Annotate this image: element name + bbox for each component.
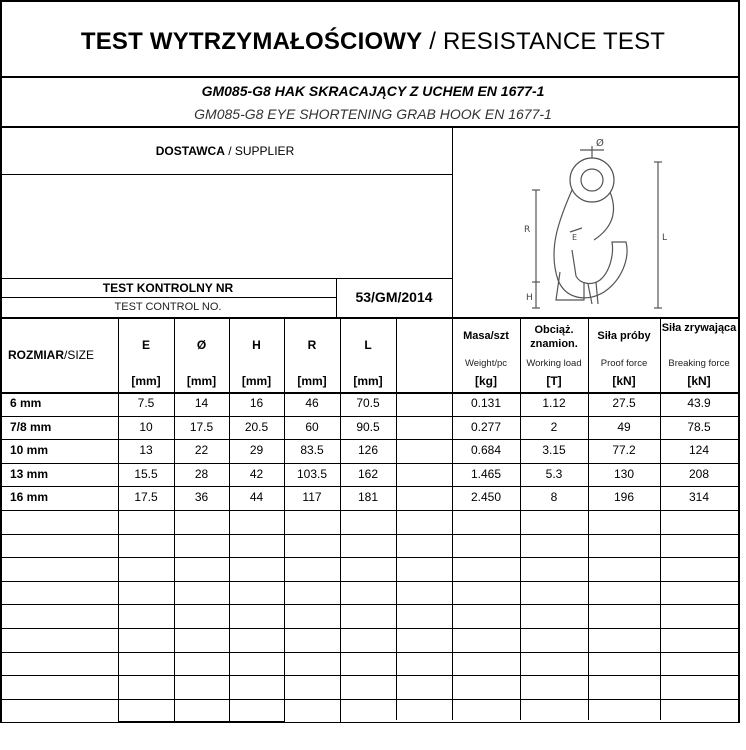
column-unit-l: [mm]: [353, 374, 383, 388]
table-cell-h: 29: [249, 443, 264, 457]
grid-line: [0, 604, 740, 605]
column-unit-r: [mm]: [297, 374, 327, 388]
table-cell-r: 117: [302, 490, 322, 504]
table-cell-l: 70.5: [356, 396, 380, 410]
hook-eye-outer: [570, 158, 614, 202]
column-subheader-breaking-force: Breaking force: [668, 358, 730, 369]
table-cell-d: 28: [194, 467, 209, 481]
column-unit-diameter: [mm]: [186, 374, 217, 388]
table-cell-wll: 8: [550, 490, 558, 504]
column-header-e: E: [141, 338, 150, 352]
grid-line: [0, 486, 740, 487]
table-cell-wll: 3.15: [542, 443, 566, 457]
page-title: [0, 28, 746, 56]
column-subheader-proof-force: Proof force: [600, 358, 648, 369]
table-cell-mass: 2.450: [470, 490, 502, 504]
diagram-label-r: R: [524, 225, 531, 235]
diagram-label-l: L: [662, 233, 668, 243]
table-cell-wll: 1.12: [542, 396, 566, 410]
table-cell-h: 20.5: [244, 420, 269, 434]
row-size-label: 10 mm: [10, 443, 49, 457]
table-cell-proof: 49: [617, 420, 631, 434]
table-cell-h: 16: [249, 396, 264, 410]
column-subheader-working-load: Working load: [526, 358, 582, 369]
diagram-label-h: H: [526, 293, 533, 303]
supplier-label-english: SUPPLIER: [234, 144, 295, 158]
column-header-l: L: [364, 338, 372, 352]
table-cell-mass: 0.684: [470, 443, 502, 457]
column-header-mass: Masa/szt: [463, 330, 509, 342]
grid-line: [0, 392, 740, 394]
table-cell-break: 124: [688, 443, 710, 457]
table-cell-break: 78.5: [687, 420, 711, 434]
table-cell-d: 36: [194, 490, 209, 504]
diagram-label-e: E: [572, 233, 578, 242]
row-size-label: 13 mm: [10, 467, 49, 481]
grid-line: [118, 721, 284, 723]
grid-line: [0, 675, 740, 676]
column-subheader-mass: Weight/pc: [464, 358, 508, 369]
table-cell-d: 17.5: [189, 420, 214, 434]
table-cell-r: 103.5: [296, 467, 328, 481]
table-cell-break: 314: [688, 490, 710, 504]
table-cell-e: 7.5: [137, 396, 155, 410]
grid-line: [0, 581, 740, 582]
title-bold: TEST WYTRZYMAŁOŚCIOWY: [80, 28, 423, 55]
hook-body: [554, 190, 627, 298]
grid-line: [0, 722, 740, 723]
table-cell-d: 22: [194, 443, 209, 457]
table-cell-break: 43.9: [687, 396, 711, 410]
table-cell-l: 162: [357, 467, 379, 481]
column-unit-working-load: [T]: [546, 374, 562, 388]
product-name-polish: GM085-G8 HAK SKRACAJĄCY Z UCHEM EN 1677-1: [201, 83, 545, 99]
hook-base: [556, 272, 584, 300]
grid-line: [0, 534, 740, 535]
grid-line: [0, 628, 740, 629]
table-cell-proof: 77.2: [612, 443, 636, 457]
column-unit-proof-force: [kN]: [612, 374, 636, 388]
hook-eye-inner: [581, 169, 603, 191]
hook-slot: [588, 282, 598, 304]
column-unit-h: [mm]: [241, 374, 272, 388]
table-cell-e: 17.5: [134, 490, 158, 504]
supplier-separator: /: [224, 144, 235, 158]
supplier-label-polish: DOSTAWCA: [155, 144, 225, 158]
size-header-english: SIZE: [67, 348, 95, 362]
table-cell-proof: 27.5: [612, 396, 636, 410]
table-cell-proof: 196: [613, 490, 635, 504]
grid-line: [0, 439, 740, 440]
size-header-polish: ROZMIAR: [8, 348, 64, 362]
row-size-label: 7/8 mm: [10, 420, 52, 434]
table-cell-r: 60: [305, 420, 319, 434]
grid-line: [0, 557, 740, 558]
table-cell-mass: 0.131: [470, 396, 502, 410]
table-cell-h: 42: [249, 467, 264, 481]
grid-line: [0, 463, 740, 464]
table-cell-l: 181: [357, 490, 379, 504]
table-cell-e: 10: [139, 420, 153, 434]
table-cell-wll: 5.3: [545, 467, 563, 481]
row-size-label: 16 mm: [10, 490, 49, 504]
column-header-breaking-force: Siła zrywająca: [661, 322, 737, 334]
test-control-label-polish: TEST KONTROLNY NR: [102, 281, 234, 295]
grid-line: [0, 699, 740, 700]
supplier-label: [0, 144, 450, 158]
column-header-h: H: [252, 338, 261, 352]
table-cell-d: 14: [194, 396, 209, 410]
size-column-header: [8, 348, 94, 362]
test-control-number: 53/GM/2014: [355, 289, 433, 305]
column-unit-breaking-force: [kN]: [687, 374, 711, 388]
column-header-diameter: Ø: [196, 338, 207, 352]
table-cell-e: 13: [139, 443, 153, 457]
title-separator: /: [422, 28, 443, 55]
grid-line: [0, 510, 740, 511]
table-cell-proof: 130: [613, 467, 635, 481]
column-unit-e: [mm]: [131, 374, 161, 388]
column-header-working-load: Obciąż. znamion.: [530, 324, 578, 350]
title-english: RESISTANCE TEST: [442, 28, 666, 55]
column-unit-mass: [kg]: [475, 374, 497, 388]
row-size-label: 6 mm: [10, 396, 42, 410]
table-cell-r: 83.5: [300, 443, 324, 457]
table-cell-l: 90.5: [356, 420, 380, 434]
diagram-label-diameter: Ø: [596, 138, 604, 149]
column-header-r: R: [307, 338, 317, 352]
table-cell-mass: 0.277: [470, 420, 502, 434]
table-cell-h: 44: [249, 490, 264, 504]
grid-line: [0, 416, 740, 417]
test-control-label-english: TEST CONTROL NO.: [114, 301, 222, 313]
hook-diagram: [500, 132, 690, 314]
table-cell-l: 126: [357, 443, 379, 457]
product-name-english: GM085-G8 EYE SHORTENING GRAB HOOK EN 1677-1: [194, 106, 552, 122]
grid-line: [396, 317, 397, 720]
column-header-proof-force: Siła próby: [597, 330, 651, 342]
table-cell-e: 15.5: [134, 467, 158, 481]
table-cell-break: 208: [688, 467, 710, 481]
grid-line: [0, 652, 740, 653]
table-cell-mass: 1.465: [470, 467, 502, 481]
table-cell-r: 46: [305, 396, 319, 410]
table-cell-wll: 2: [550, 420, 558, 434]
size-header-separator: /: [64, 348, 68, 362]
